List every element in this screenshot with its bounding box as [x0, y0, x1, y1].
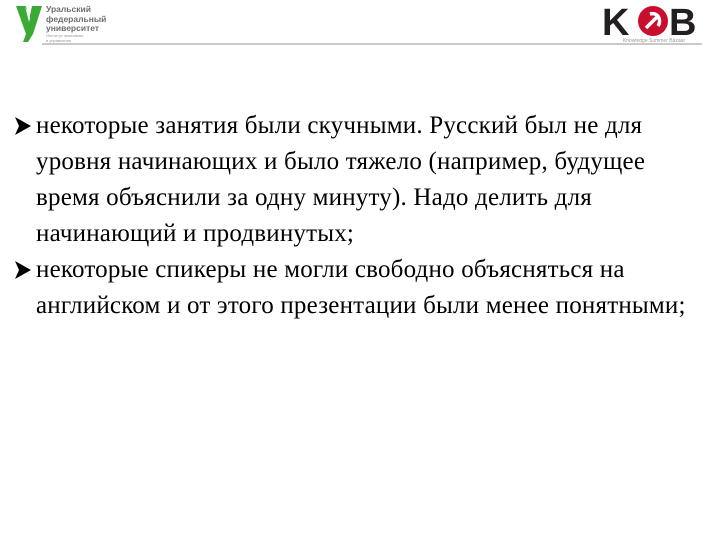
slide-content: [14, 108, 714, 324]
bullet-item: [14, 252, 714, 324]
urfu-logo-icon: [14, 4, 44, 44]
urfu-name: Уральский федеральный университет: [46, 4, 107, 33]
kcb-tagline: Knowledge Summer Bazaar: [622, 38, 686, 44]
bullet-item: [14, 108, 714, 252]
bullet-text: некоторые занятия были скучными. Русский был не для уровня начинающих и было тяжело (например, будущее время объяснили за одну минуту). Надо делить для начинающий и продвинутых;: [36, 112, 646, 247]
kcb-letter-k: K: [602, 2, 630, 40]
slide-header: [0, 0, 720, 50]
urfu-logo: [14, 4, 144, 46]
urfu-tagline: Институт экономики и управления: [46, 33, 84, 43]
arrow-bullet-icon: [14, 260, 32, 280]
kcb-letter-b: B: [669, 2, 697, 40]
bullet-text: некоторые спикеры не могли свободно объясняться на английском и от этого презентации были менее понятными;: [36, 256, 686, 319]
arrow-bullet-icon: [14, 116, 32, 136]
kcb-logo: [602, 2, 706, 40]
